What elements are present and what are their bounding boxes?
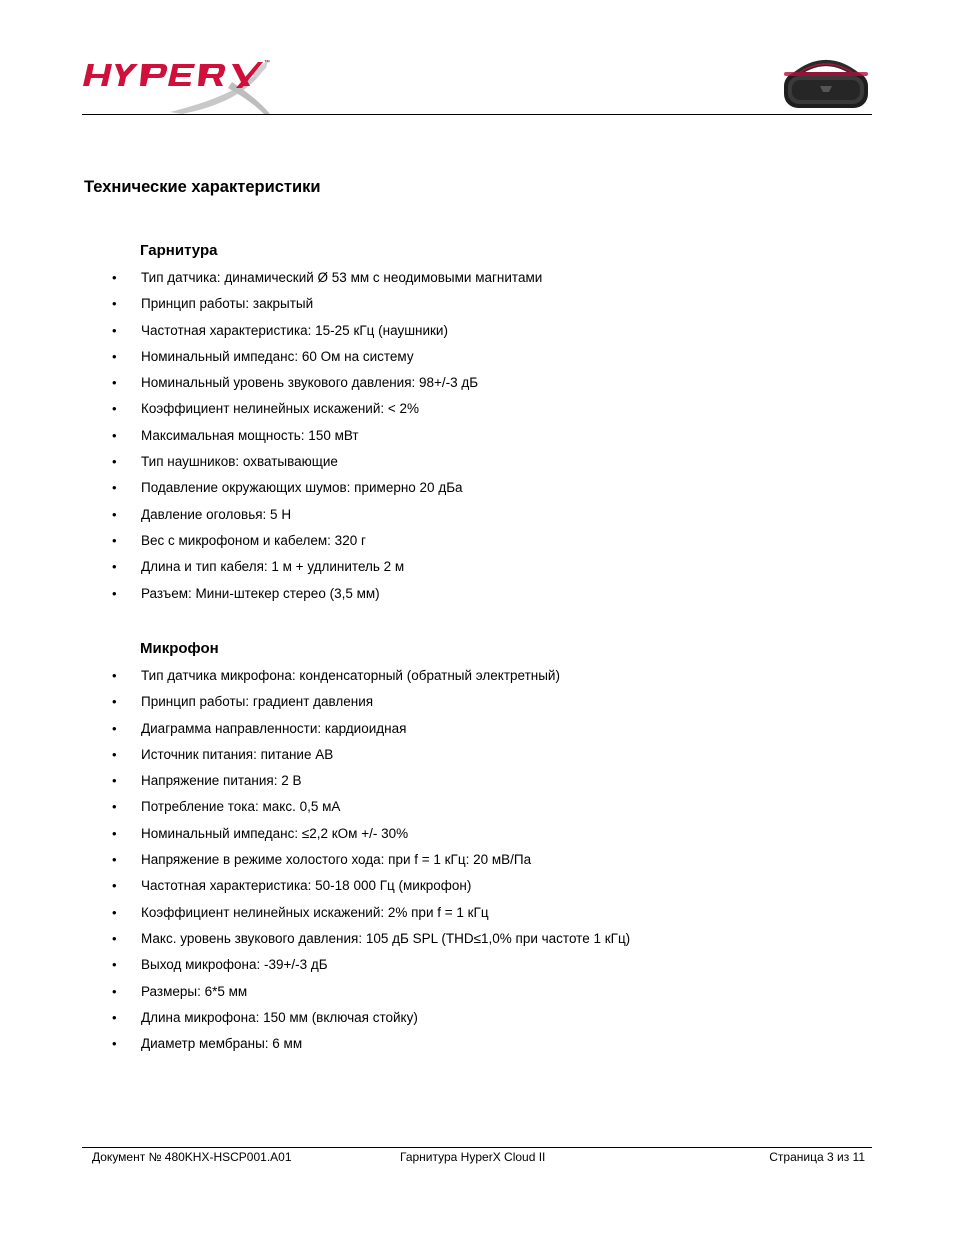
bullet-icon: • bbox=[112, 296, 117, 312]
spec-text: Частотная характеристика: 50-18 000 Гц (микрофон) bbox=[141, 878, 472, 894]
spec-text: Коэффициент нелинейных искажений: 2% при f = 1 кГц bbox=[141, 904, 489, 920]
spec-text: Макс. уровень звукового давления: 105 дБ SPL (THD≤1,0% при частоте 1 кГц) bbox=[141, 930, 631, 946]
document-number: Документ № 480KHX-HSCP001.A01 bbox=[92, 1150, 292, 1164]
spec-text: Источник питания: питание AB bbox=[141, 746, 334, 762]
spec-text: Тип наушников: охватывающие bbox=[141, 454, 338, 470]
spec-text: Принцип работы: градиент давления bbox=[141, 694, 374, 710]
spec-text: Длина микрофона: 150 мм (включая стойку) bbox=[141, 1009, 418, 1025]
hyperx-logo bbox=[82, 54, 282, 116]
bullet-icon: • bbox=[112, 930, 117, 946]
spec-text: Тип датчика микрофона: конденсаторный (обратный электретный) bbox=[141, 668, 560, 683]
spec-text: Давление оголовья: 5 Н bbox=[141, 506, 292, 522]
bullet-icon: • bbox=[112, 904, 117, 920]
bullet-icon: • bbox=[112, 720, 117, 736]
bullet-icon: • bbox=[112, 270, 117, 285]
spec-text: Разъем: Мини-штекер стерео (3,5 мм) bbox=[141, 585, 380, 601]
spec-text: Диаграмма направленности: кардиоидная bbox=[141, 720, 407, 736]
bullet-icon: • bbox=[112, 746, 117, 762]
spec-text: Размеры: 6*5 мм bbox=[141, 983, 248, 999]
bullet-icon: • bbox=[112, 1009, 117, 1025]
section-title: Микрофон bbox=[140, 640, 219, 657]
spec-text: Принцип работы: закрытый bbox=[141, 296, 314, 312]
bullet-icon: • bbox=[112, 825, 117, 841]
footer-divider bbox=[82, 1147, 872, 1148]
spec-text: Номинальный импеданс: ≤2,2 кОм +/- 30% bbox=[141, 825, 409, 841]
spec-text: Напряжение питания: 2 В bbox=[141, 773, 302, 789]
bullet-icon: • bbox=[112, 532, 117, 548]
bullet-icon: • bbox=[112, 375, 117, 391]
bullet-icon: • bbox=[112, 1036, 117, 1052]
bullet-icon: • bbox=[112, 427, 117, 443]
bullet-icon: • bbox=[112, 668, 117, 683]
trademark-symbol: ™ bbox=[264, 60, 270, 66]
page-number: Страница 3 из 11 bbox=[769, 1150, 865, 1164]
bullet-icon: • bbox=[112, 559, 117, 575]
spec-text: Вес с микрофоном и кабелем: 320 г bbox=[141, 532, 366, 548]
section-title: Гарнитура bbox=[140, 242, 218, 259]
bullet-icon: • bbox=[112, 983, 117, 999]
spec-text: Диаметр мембраны: 6 мм bbox=[141, 1036, 303, 1052]
spec-text: Потребление тока: макс. 0,5 мА bbox=[141, 799, 341, 815]
spec-text: Максимальная мощность: 150 мВт bbox=[141, 427, 359, 443]
spec-text: Номинальный импеданс: 60 Ом на систему bbox=[141, 348, 414, 364]
page-header bbox=[82, 50, 872, 116]
bullet-icon: • bbox=[112, 506, 117, 522]
spec-text: Напряжение в режиме холостого хода: при f = 1 кГц: 20 мВ/Па bbox=[141, 852, 532, 868]
bullet-icon: • bbox=[112, 480, 117, 496]
spec-text: Длина и тип кабеля: 1 м + удлинитель 2 м bbox=[141, 559, 405, 575]
bullet-icon: • bbox=[112, 799, 117, 815]
bullet-icon: • bbox=[112, 773, 117, 789]
spec-text: Номинальный уровень звукового давления: 98+/-3 дБ bbox=[141, 375, 479, 391]
bullet-icon: • bbox=[112, 878, 117, 894]
product-name: Гарнитура HyperX Cloud II bbox=[400, 1150, 546, 1164]
spec-text: Коэффициент нелинейных искажений: < 2% bbox=[141, 401, 420, 417]
spec-text: Подавление окружающих шумов: примерно 20 дБа bbox=[141, 480, 463, 496]
bullet-icon: • bbox=[112, 957, 117, 973]
bullet-icon: • bbox=[112, 454, 117, 470]
bullet-icon: • bbox=[112, 322, 117, 338]
bullet-icon: • bbox=[112, 852, 117, 868]
bullet-icon: • bbox=[112, 401, 117, 417]
page-title: Технические характеристики bbox=[84, 178, 321, 196]
spec-text: Частотная характеристика: 15-25 кГц (наушники) bbox=[141, 322, 448, 338]
spec-text: Выход микрофона: -39+/-3 дБ bbox=[141, 957, 328, 973]
spec-text: Тип датчика: динамический Ø 53 мм с неодимовыми магнитами bbox=[141, 270, 543, 285]
bullet-icon: • bbox=[112, 585, 117, 601]
headset-image bbox=[780, 56, 872, 112]
header-divider bbox=[82, 114, 872, 115]
bullet-icon: • bbox=[112, 348, 117, 364]
bullet-icon: • bbox=[112, 694, 117, 710]
